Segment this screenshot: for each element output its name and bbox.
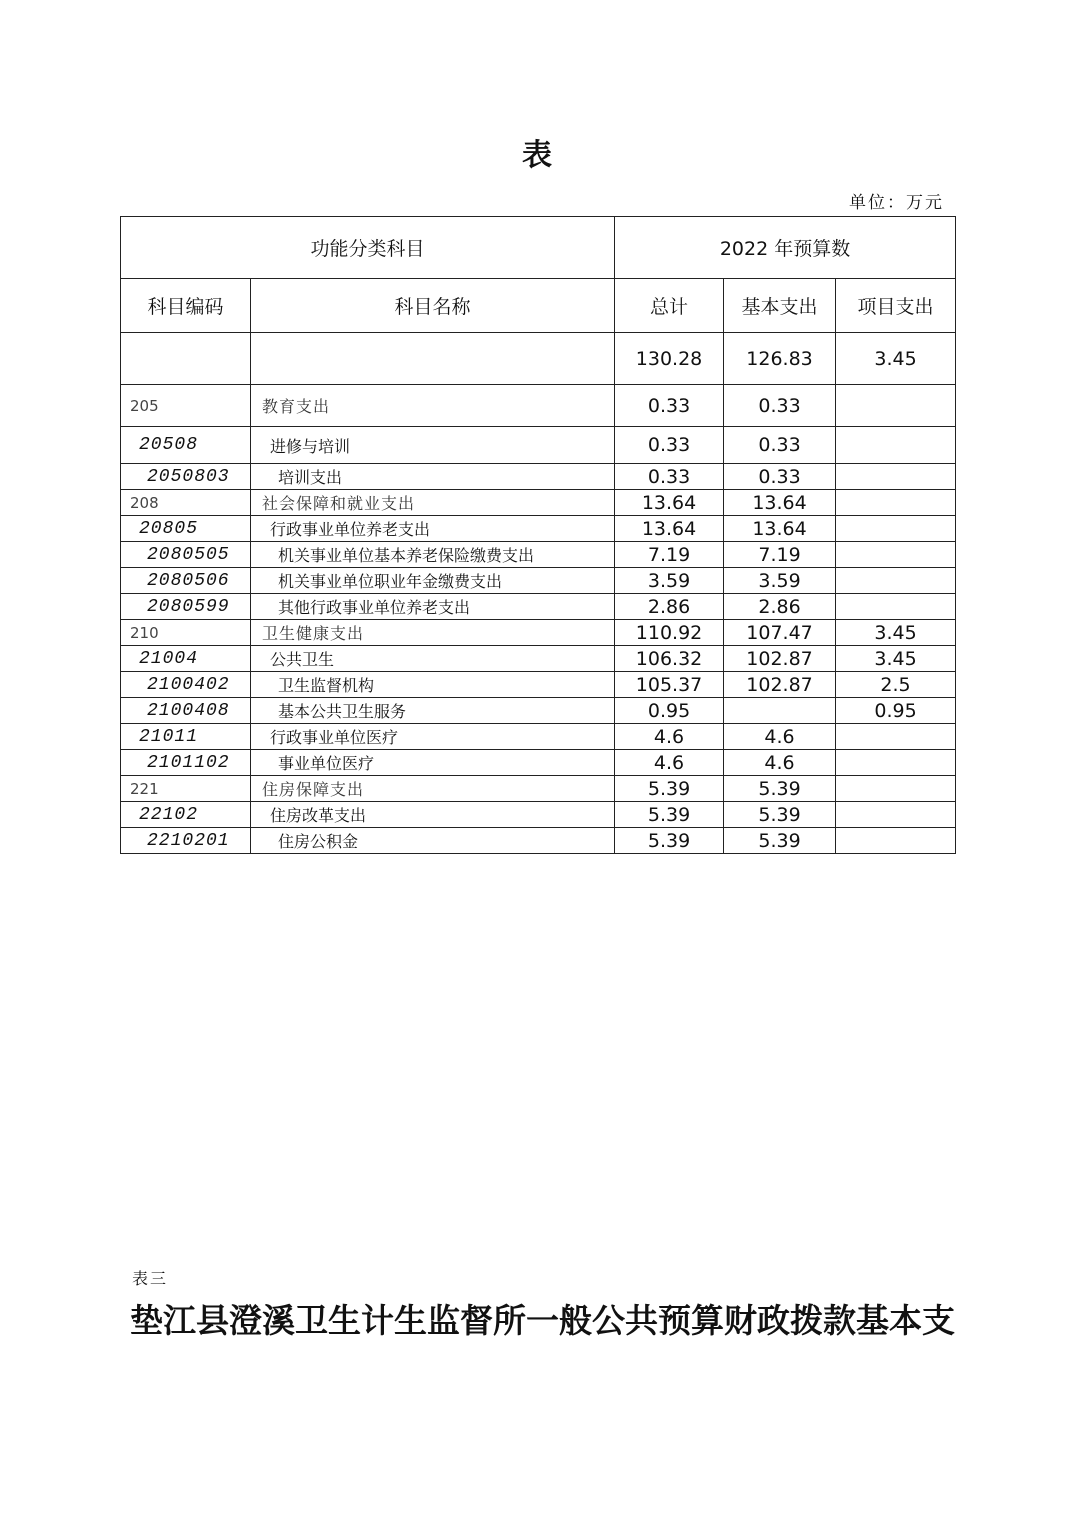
total-project: 3.45 bbox=[836, 333, 956, 385]
subject-code-cell: 2080599 bbox=[121, 594, 251, 620]
subject-code-cell: 2101102 bbox=[121, 750, 251, 776]
basic-expense-cell: 13.64 bbox=[724, 516, 836, 542]
subject-code-cell: 208 bbox=[121, 490, 251, 516]
header-row-columns bbox=[121, 279, 956, 333]
project-expense-cell: 3.45 bbox=[836, 620, 956, 646]
total-cell: 3.59 bbox=[615, 568, 724, 594]
subject-code-cell: 20805 bbox=[121, 516, 251, 542]
table-row bbox=[121, 620, 956, 646]
table-row bbox=[121, 802, 956, 828]
subject-name-cell: 进修与培训 bbox=[251, 427, 615, 464]
subject-code-cell: 2050803 bbox=[121, 464, 251, 490]
basic-expense-cell: 7.19 bbox=[724, 542, 836, 568]
table-row bbox=[121, 427, 956, 464]
project-expense-cell bbox=[836, 542, 956, 568]
subject-code-cell: 2080506 bbox=[121, 568, 251, 594]
subject-name-cell: 住房公积金 bbox=[251, 828, 615, 854]
project-expense-cell bbox=[836, 828, 956, 854]
subject-code-cell: 210 bbox=[121, 620, 251, 646]
project-expense-cell bbox=[836, 724, 956, 750]
table-row bbox=[121, 698, 956, 724]
total-cell: 105.37 bbox=[615, 672, 724, 698]
subject-code-cell: 21004 bbox=[121, 646, 251, 672]
header-budget-2022: 2022 年预算数 bbox=[615, 217, 956, 279]
basic-expense-cell: 0.33 bbox=[724, 427, 836, 464]
project-expense-cell bbox=[836, 750, 956, 776]
subject-code-cell: 2210201 bbox=[121, 828, 251, 854]
project-expense-cell bbox=[836, 802, 956, 828]
total-cell: 5.39 bbox=[615, 776, 724, 802]
table-row bbox=[121, 542, 956, 568]
project-expense-cell: 2.5 bbox=[836, 672, 956, 698]
project-expense-cell bbox=[836, 464, 956, 490]
subject-code-cell: 21011 bbox=[121, 724, 251, 750]
total-cell: 13.64 bbox=[615, 490, 724, 516]
table-row bbox=[121, 464, 956, 490]
budget-table bbox=[120, 216, 956, 854]
table-row bbox=[121, 776, 956, 802]
subject-name-cell: 卫生监督机构 bbox=[251, 672, 615, 698]
total-cell: 7.19 bbox=[615, 542, 724, 568]
subject-code-cell: 2100408 bbox=[121, 698, 251, 724]
subject-name-cell: 事业单位医疗 bbox=[251, 750, 615, 776]
table-row bbox=[121, 490, 956, 516]
project-expense-cell bbox=[836, 776, 956, 802]
basic-expense-cell: 5.39 bbox=[724, 802, 836, 828]
basic-expense-cell: 0.33 bbox=[724, 385, 836, 427]
table-row bbox=[121, 385, 956, 427]
subject-name-cell: 教育支出 bbox=[251, 385, 615, 427]
basic-expense-cell: 13.64 bbox=[724, 490, 836, 516]
basic-expense-cell: 2.86 bbox=[724, 594, 836, 620]
subject-name-cell: 社会保障和就业支出 bbox=[251, 490, 615, 516]
total-cell: 5.39 bbox=[615, 802, 724, 828]
basic-expense-cell: 107.47 bbox=[724, 620, 836, 646]
total-cell: 0.33 bbox=[615, 427, 724, 464]
total-basic: 126.83 bbox=[724, 333, 836, 385]
subject-code-cell: 20508 bbox=[121, 427, 251, 464]
subject-code-cell: 2100402 bbox=[121, 672, 251, 698]
project-expense-cell: 0.95 bbox=[836, 698, 956, 724]
subject-name-cell: 住房改革支出 bbox=[251, 802, 615, 828]
header-project-expense: 项目支出 bbox=[836, 279, 956, 333]
basic-expense-cell: 3.59 bbox=[724, 568, 836, 594]
table-row bbox=[121, 724, 956, 750]
total-cell: 0.33 bbox=[615, 385, 724, 427]
subject-name-cell: 机关事业单位基本养老保险缴费支出 bbox=[251, 542, 615, 568]
project-expense-cell bbox=[836, 385, 956, 427]
subject-name-cell: 公共卫生 bbox=[251, 646, 615, 672]
table-three-label: 表三 bbox=[132, 1269, 169, 1288]
basic-expense-cell: 0.33 bbox=[724, 464, 836, 490]
page-title: 表 bbox=[522, 138, 552, 173]
table-row bbox=[121, 828, 956, 854]
subject-code-cell: 205 bbox=[121, 385, 251, 427]
total-cell: 0.95 bbox=[615, 698, 724, 724]
next-table-title: 垫江县澄溪卫生计生监督所一般公共预算财政拨款基本支 bbox=[130, 1301, 955, 1340]
basic-expense-cell bbox=[724, 698, 836, 724]
project-expense-cell bbox=[836, 427, 956, 464]
header-subject-code: 科目编码 bbox=[121, 279, 251, 333]
project-expense-cell bbox=[836, 490, 956, 516]
total-cell: 13.64 bbox=[615, 516, 724, 542]
subject-code-cell: 2080505 bbox=[121, 542, 251, 568]
table-row bbox=[121, 750, 956, 776]
total-cell: 5.39 bbox=[615, 828, 724, 854]
subject-name-cell: 培训支出 bbox=[251, 464, 615, 490]
table-row bbox=[121, 568, 956, 594]
table-row bbox=[121, 646, 956, 672]
header-row-group bbox=[121, 217, 956, 279]
header-function-classification: 功能分类科目 bbox=[121, 217, 615, 279]
basic-expense-cell: 102.87 bbox=[724, 646, 836, 672]
total-sum: 130.28 bbox=[615, 333, 724, 385]
basic-expense-cell: 4.6 bbox=[724, 724, 836, 750]
total-cell: 106.32 bbox=[615, 646, 724, 672]
total-cell: 110.92 bbox=[615, 620, 724, 646]
total-cell: 4.6 bbox=[615, 750, 724, 776]
project-expense-cell bbox=[836, 516, 956, 542]
project-expense-cell bbox=[836, 568, 956, 594]
subject-name-cell: 行政事业单位养老支出 bbox=[251, 516, 615, 542]
subject-name-cell: 其他行政事业单位养老支出 bbox=[251, 594, 615, 620]
subject-name-cell: 行政事业单位医疗 bbox=[251, 724, 615, 750]
table-row bbox=[121, 672, 956, 698]
header-subject-name: 科目名称 bbox=[251, 279, 615, 333]
subject-code-cell: 221 bbox=[121, 776, 251, 802]
total-cell: 4.6 bbox=[615, 724, 724, 750]
subject-name-cell: 卫生健康支出 bbox=[251, 620, 615, 646]
total-row bbox=[121, 333, 956, 385]
table-row bbox=[121, 594, 956, 620]
total-name-cell bbox=[251, 333, 615, 385]
subject-name-cell: 住房保障支出 bbox=[251, 776, 615, 802]
basic-expense-cell: 102.87 bbox=[724, 672, 836, 698]
project-expense-cell bbox=[836, 594, 956, 620]
total-cell: 2.86 bbox=[615, 594, 724, 620]
header-basic-expense: 基本支出 bbox=[724, 279, 836, 333]
total-cell: 0.33 bbox=[615, 464, 724, 490]
total-code-cell bbox=[121, 333, 251, 385]
basic-expense-cell: 5.39 bbox=[724, 828, 836, 854]
unit-label: 单位：万元 bbox=[849, 193, 944, 213]
subject-name-cell: 机关事业单位职业年金缴费支出 bbox=[251, 568, 615, 594]
project-expense-cell: 3.45 bbox=[836, 646, 956, 672]
basic-expense-cell: 5.39 bbox=[724, 776, 836, 802]
basic-expense-cell: 4.6 bbox=[724, 750, 836, 776]
table-row bbox=[121, 516, 956, 542]
subject-code-cell: 22102 bbox=[121, 802, 251, 828]
subject-name-cell: 基本公共卫生服务 bbox=[251, 698, 615, 724]
header-total: 总计 bbox=[615, 279, 724, 333]
